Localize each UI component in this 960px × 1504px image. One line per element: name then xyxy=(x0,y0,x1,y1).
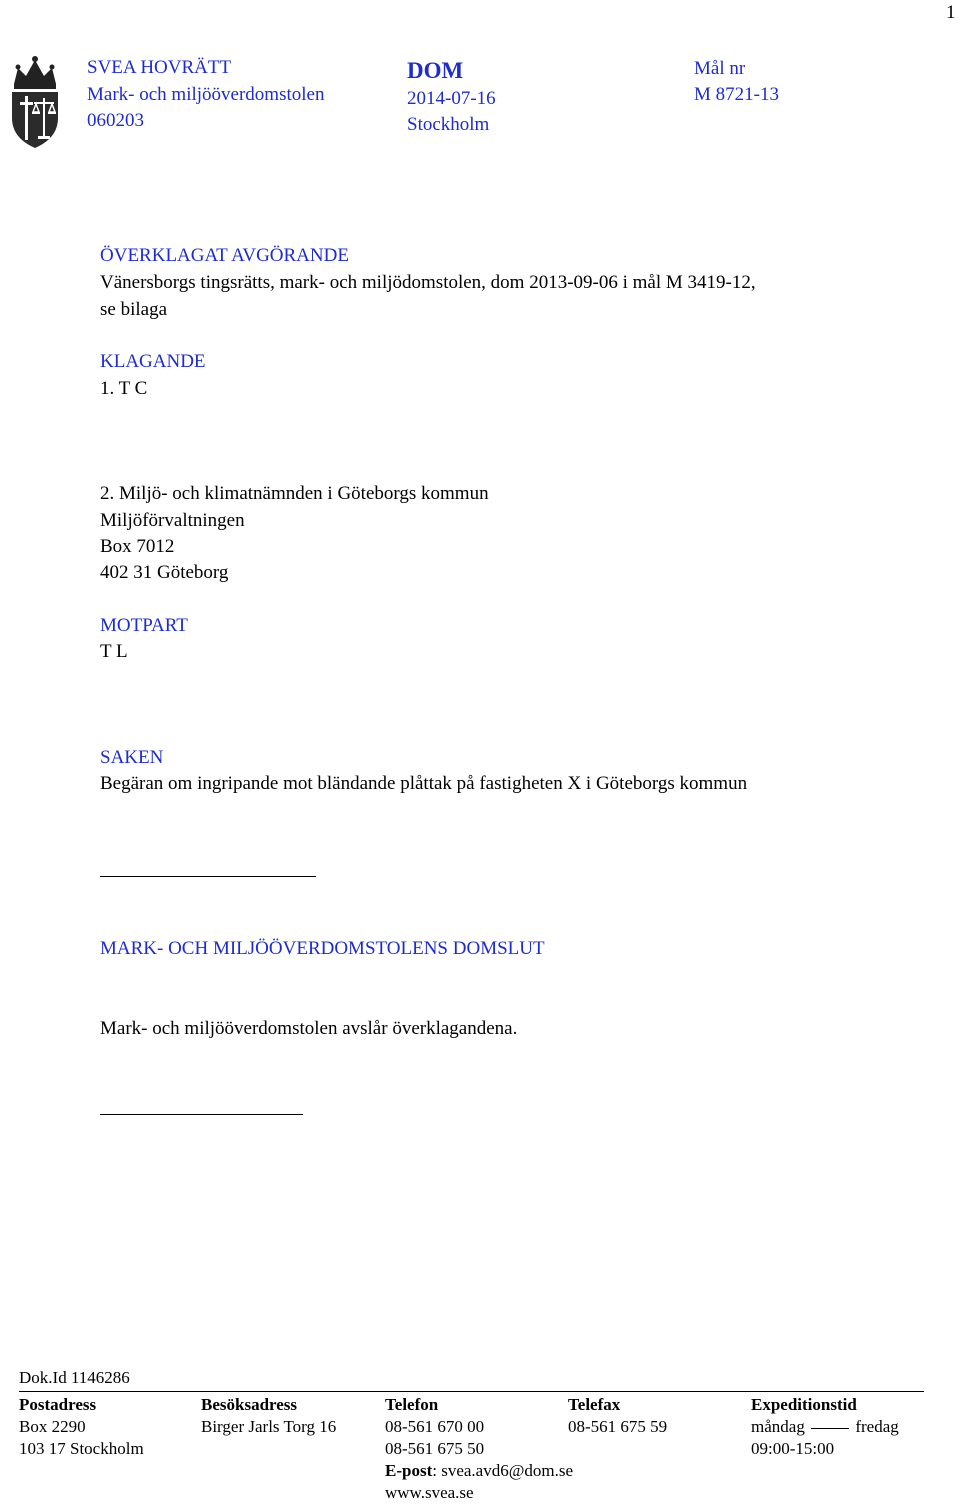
footer-divider xyxy=(19,1391,924,1392)
appellant-2-line4: 402 31 Göteborg xyxy=(100,562,229,583)
ruling-heading: MARK- OCH MILJÖÖVERDOMSTOLENS DOMSLUT xyxy=(100,938,545,959)
respondent-name: T L xyxy=(100,641,128,662)
phone-label: Telefon xyxy=(385,1395,439,1414)
office-hours-day-from: måndag xyxy=(751,1417,805,1436)
visiting-address-line1: Birger Jarls Torg 16 xyxy=(201,1417,337,1436)
appellant-2-name: 2. Miljö- och klimatnämnden i Göteborgs kommun xyxy=(100,483,489,504)
office-hours-time: 09:00-15:00 xyxy=(751,1439,835,1458)
document-id: Dok.Id 1146286 xyxy=(19,1368,130,1387)
fax-number: 08-561 675 59 xyxy=(568,1417,668,1436)
court-division: Mark- och miljööverdomstolen xyxy=(87,84,325,105)
office-hours-days xyxy=(751,1416,899,1438)
appealed-decision-line2: se bilaga xyxy=(100,299,168,320)
appellant-1: 1. T C xyxy=(100,378,148,399)
website-link[interactable]: www.svea.se xyxy=(385,1483,474,1502)
document-city: Stockholm xyxy=(407,114,490,135)
divider-line xyxy=(100,876,316,877)
page-number: 1 xyxy=(946,2,956,23)
phone-number-1: 08-561 670 00 xyxy=(385,1417,485,1436)
crown-shield-scales-emblem-icon xyxy=(4,54,66,150)
document-date: 2014-07-16 xyxy=(407,88,496,109)
divider-line xyxy=(100,1114,303,1115)
appealed-decision-line1: Vänersborgs tingsrätts, mark- och miljödomstolen, dom 2013-09-06 i mål M 3419-12, xyxy=(100,272,756,293)
appealed-decision-heading: ÖVERKLAGAT AVGÖRANDE xyxy=(100,245,349,266)
matter-heading: SAKEN xyxy=(100,747,164,768)
email-address[interactable]: : svea.avd6@dom.se xyxy=(432,1461,573,1480)
dash xyxy=(811,1428,849,1429)
email-label: E-post xyxy=(385,1461,433,1480)
appellants-heading: KLAGANDE xyxy=(100,351,206,372)
matter-text: Begäran om ingripande mot bländande plåttak på fastigheten X i Göteborgs kommun xyxy=(100,773,748,794)
email-line xyxy=(385,1460,573,1482)
court-name: SVEA HOVRÄTT xyxy=(87,57,232,78)
appellant-2-line2: Miljöförvaltningen xyxy=(100,510,245,531)
phone-number-2: 08-561 675 50 xyxy=(385,1439,485,1458)
postal-address-line2: 103 17 Stockholm xyxy=(19,1439,144,1458)
office-hours-label: Expeditionstid xyxy=(751,1395,857,1414)
fax-label: Telefax xyxy=(568,1395,621,1414)
appellant-2-line3: Box 7012 xyxy=(100,536,175,557)
ruling-text: Mark- och miljööverdomstolen avslår överklagandena. xyxy=(100,1018,518,1039)
postal-address-line1: Box 2290 xyxy=(19,1417,86,1436)
case-label: Mål nr xyxy=(694,58,746,79)
document-type: DOM xyxy=(407,58,464,83)
office-hours-day-to: fredag xyxy=(855,1417,899,1436)
postal-address-label: Postadress xyxy=(19,1395,97,1414)
case-number: M 8721-13 xyxy=(694,84,779,105)
respondent-heading: MOTPART xyxy=(100,615,188,636)
court-code: 060203 xyxy=(87,110,144,131)
visiting-address-label: Besöksadress xyxy=(201,1395,298,1414)
